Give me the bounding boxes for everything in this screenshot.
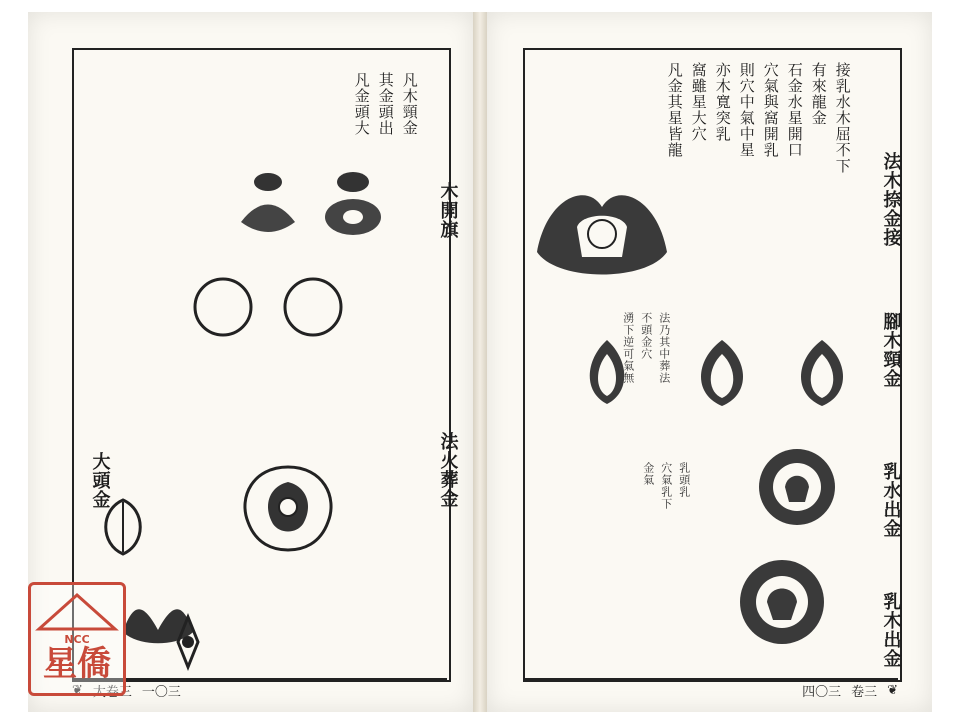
figure-ring [727,552,837,652]
note-column: 法乃其中葬法 [657,312,671,384]
figure-circle [178,272,268,342]
text-column: 有來龍金 [809,62,828,126]
note-column: 不頭金穴 [639,312,653,360]
text-column: 窩雖星大穴 [689,62,708,142]
figure-hill-large [527,172,677,292]
figure-mound [233,162,303,252]
section-heading: 乳水出金 [880,462,902,538]
leaf-icon: ❦ [887,682,898,698]
figure-ring [747,442,847,532]
leaf-icon: ❦ [72,682,83,698]
book-gutter [473,12,487,712]
text-column: 亦木寬突乳 [713,62,732,142]
figure-sprout [153,612,223,672]
publisher-seal [28,582,126,696]
book-spread [28,12,932,712]
text-column: 穴氣與窩開乳 [761,62,780,158]
seal-brand-small: NCC [64,633,90,646]
text-column: 凡金頭大 [352,72,371,136]
text-column: 則穴中氣中星 [737,62,756,158]
footer-label: 卷三 [851,684,878,700]
section-heading: 木開旗 [437,182,459,239]
section-heading: 腳木頸金 [880,312,902,388]
footer-page-number: 一〇三 [141,684,181,700]
left-footer [72,678,447,700]
right-footer [523,678,898,700]
right-page [487,12,932,712]
text-column: 凡木頸金 [400,72,419,136]
figure-seed [88,492,158,562]
text-column: 石金水星開口 [785,62,804,158]
section-heading: 法木捺金接 [880,152,902,247]
note-column: 金氣 [641,462,655,486]
section-heading: 大頭金 [89,452,111,509]
note-column: 穴氣乳下 [659,462,673,510]
footer-label: 大卷三 [92,684,132,700]
text-column: 接乳水木屈不下 [833,62,852,174]
text-column: 凡金其星皆龍 [665,62,684,158]
figure-circle [268,272,358,342]
text-column: 其金頭出 [376,72,395,136]
footer-page-number: 四〇三 [802,684,842,700]
section-heading: 乳木出金 [880,592,902,668]
figure-flower [228,452,348,562]
figure-drop [687,332,757,412]
seal-brand-main: 星僑 [43,644,111,684]
figure-mound [318,162,388,252]
note-column: 乳頭乳 [677,462,691,498]
note-column: 湧下逆可氣無 [621,312,635,384]
section-heading: 法火葬金 [437,432,459,508]
figure-drop [787,332,857,412]
